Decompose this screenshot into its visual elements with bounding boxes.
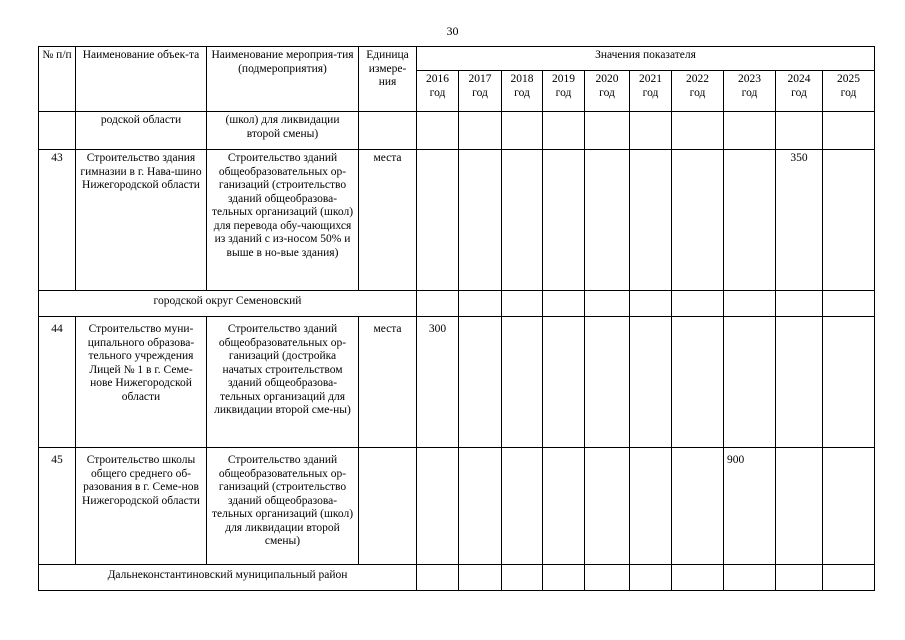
header-values-title: Значения показателя <box>417 47 875 71</box>
header-unit: Единица измере-ния <box>359 47 417 112</box>
cell-value-2025 <box>823 150 875 291</box>
cell-value-2018 <box>502 317 543 448</box>
cell-value-2023 <box>724 317 776 448</box>
cell-unit: места <box>359 150 417 291</box>
cell-object: Строительство здания гимназии в г. Нава-шино Нижегородской области <box>76 150 207 291</box>
cell-value-2020 <box>585 150 630 291</box>
cell-value-2022 <box>672 150 724 291</box>
indicator-table <box>38 46 875 591</box>
header-year-2022: 2022 год <box>672 71 724 112</box>
section-row-semenovsky <box>39 291 875 317</box>
cell-value-2022 <box>672 317 724 448</box>
cell-num <box>39 112 76 150</box>
cell-value-2025 <box>823 448 875 565</box>
cell-unit: места <box>359 317 417 448</box>
cell-value-2017 <box>459 448 502 565</box>
cell-measure: (школ) для ликвидации второй смены) <box>207 112 359 150</box>
cell-measure: Строительство зданий общеобразовательных ор-ганизаций (достройка начатых строительством зданий общеобразова-тельных организаций для ликвидации второй сме-ны) <box>207 317 359 448</box>
table-row-continuation <box>39 112 875 150</box>
header-row-top <box>39 47 875 71</box>
header-year-2024: 2024 год <box>776 71 823 112</box>
section-row-dalnekonstantinovsky <box>39 565 875 591</box>
cell-measure: Строительство зданий общеобразовательных ор-ганизаций (строительство зданий общеобразова-тельных организаций (школ) для перевода обу-чающихся из зданий с из-носом 50% и выше в но-вые здания) <box>207 150 359 291</box>
header-num: № п/п <box>39 47 76 112</box>
table-row-44 <box>39 317 875 448</box>
header-year-2025: 2025 год <box>823 71 875 112</box>
cell-object: родской области <box>76 112 207 150</box>
cell-value-2018 <box>502 448 543 565</box>
header-year-2021: 2021 год <box>630 71 672 112</box>
header-year-2017: 2017 год <box>459 71 502 112</box>
cell-value-2023: 900 <box>724 448 776 565</box>
section-title: городской округ Семеновский <box>39 291 417 317</box>
header-year-2016: 2016 год <box>417 71 459 112</box>
cell-value-2016 <box>417 150 459 291</box>
cell-value-2024 <box>776 317 823 448</box>
cell-value-2019 <box>543 150 585 291</box>
cell-num: 43 <box>39 150 76 291</box>
cell-value-2016 <box>417 448 459 565</box>
cell-value-2021 <box>630 317 672 448</box>
cell-value-2020 <box>585 317 630 448</box>
cell-value-2019 <box>543 448 585 565</box>
cell-num: 45 <box>39 448 76 565</box>
cell-object: Строительство школы общего среднего об-разования в г. Семе-нов Нижегородской области <box>76 448 207 565</box>
header-year-2023: 2023 год <box>724 71 776 112</box>
cell-value-2016: 300 <box>417 317 459 448</box>
cell-value-2023 <box>724 150 776 291</box>
cell-value-2021 <box>630 150 672 291</box>
cell-value-2024: 350 <box>776 150 823 291</box>
cell-unit <box>359 112 417 150</box>
section-title: Дальнеконстантиновский муниципальный район <box>39 565 417 591</box>
cell-value-2024 <box>776 448 823 565</box>
table-row-43 <box>39 150 875 291</box>
header-object-name: Наименование объек-та <box>76 47 207 112</box>
cell-value-2025 <box>823 317 875 448</box>
header-measure-name: Наименование мероприя-тия (подмероприятия) <box>207 47 359 112</box>
cell-value-2018 <box>502 150 543 291</box>
cell-measure: Строительство зданий общеобразовательных ор-ганизаций (строительство зданий общеобразова-тельных организаций (школ) для ликвидации второй смены) <box>207 448 359 565</box>
cell-unit <box>359 448 417 565</box>
header-year-2019: 2019 год <box>543 71 585 112</box>
cell-num: 44 <box>39 317 76 448</box>
cell-value-2017 <box>459 150 502 291</box>
header-year-2020: 2020 год <box>585 71 630 112</box>
cell-value-2020 <box>585 448 630 565</box>
cell-value-2021 <box>630 448 672 565</box>
cell-object: Строительство муни-ципального образова-тельного учреждения Лицей № 1 в г. Семе-нове Нижегородской области <box>76 317 207 448</box>
header-year-2018: 2018 год <box>502 71 543 112</box>
table-row-45 <box>39 448 875 565</box>
cell-value-2022 <box>672 448 724 565</box>
page-number: 30 <box>446 24 459 38</box>
cell-value-2017 <box>459 317 502 448</box>
cell-value-2019 <box>543 317 585 448</box>
